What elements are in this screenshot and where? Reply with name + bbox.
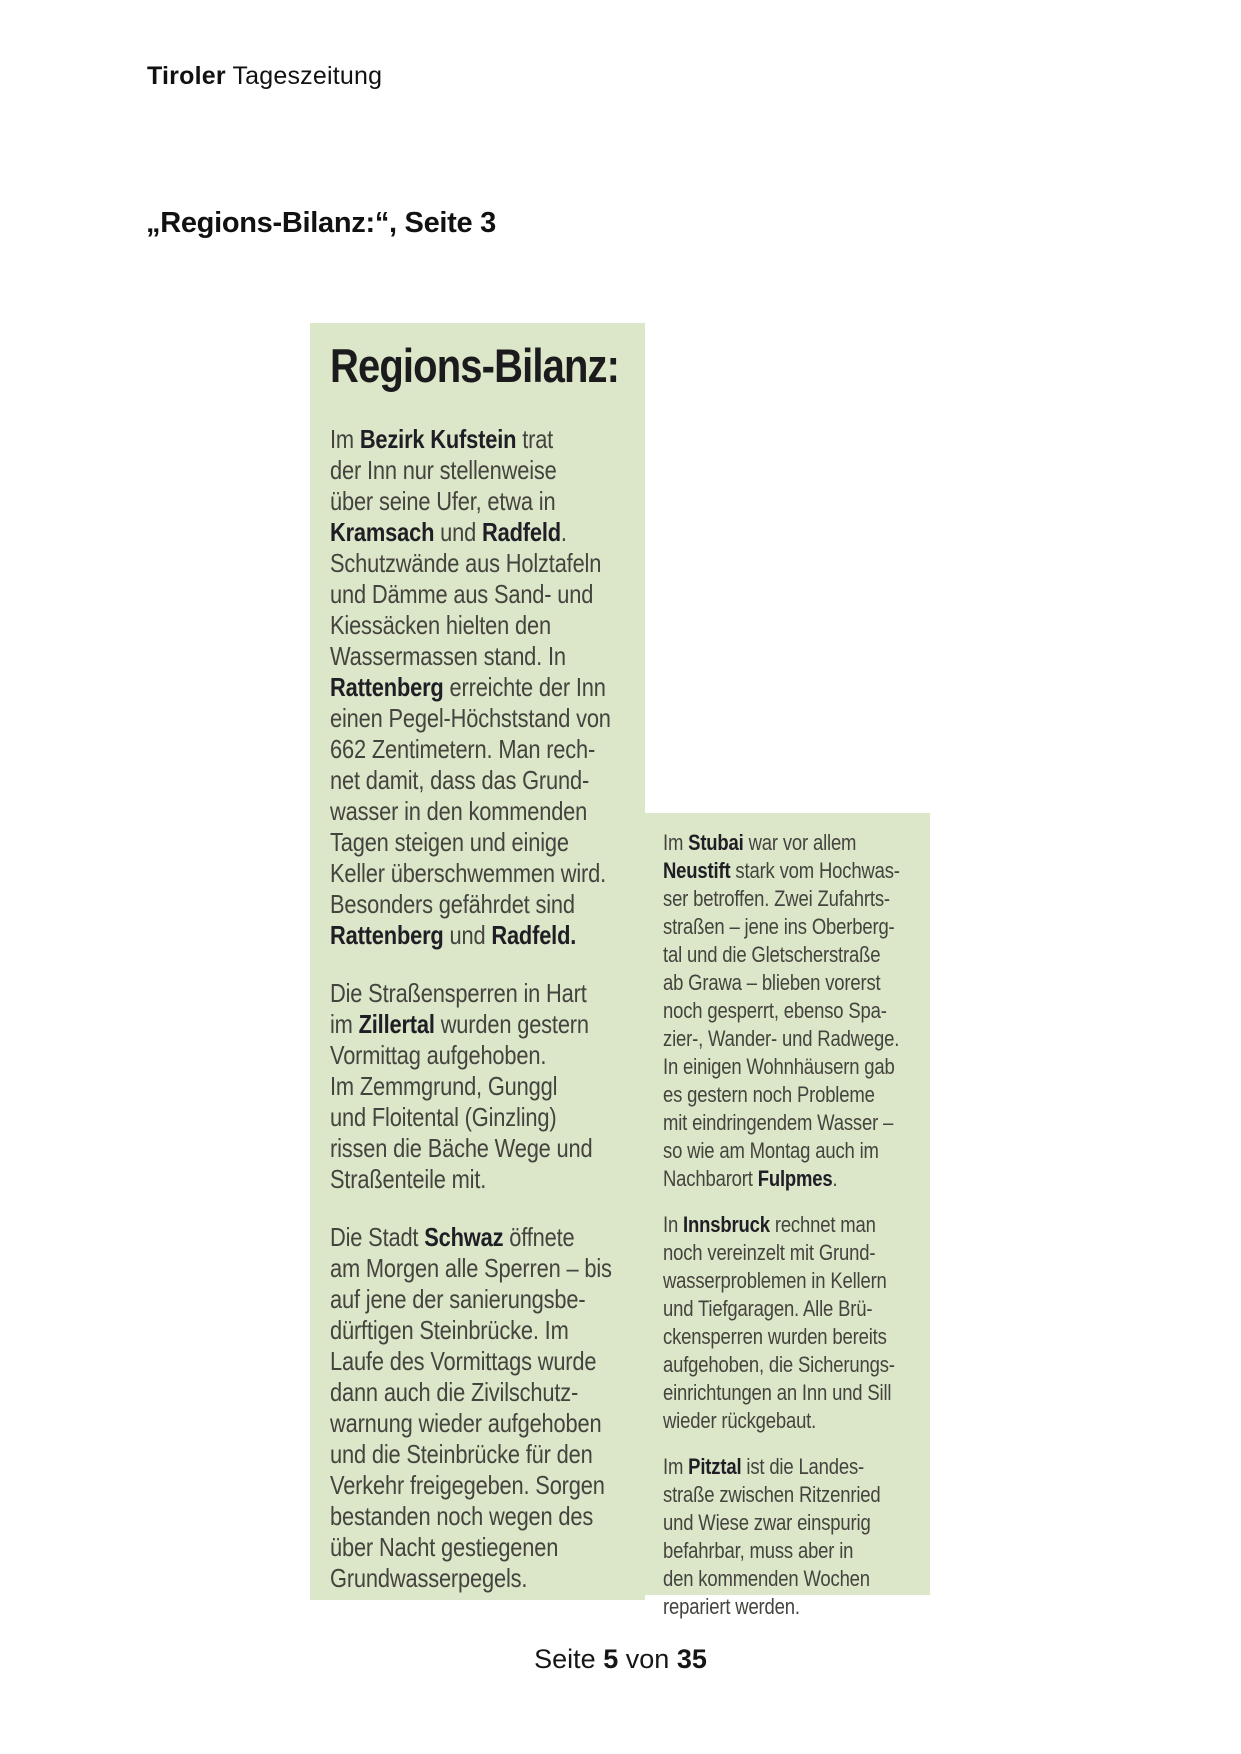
text-line: es gestern noch Probleme: [663, 1082, 875, 1107]
paragraph: [663, 829, 928, 1193]
text-line: bestanden noch wegen des: [330, 1501, 594, 1531]
text-line: Die Straßensperren in Hart: [330, 978, 587, 1008]
text-line: aufgehoben, die Sicherungs-: [663, 1352, 895, 1377]
text-line: auf jene der sanierungsbe-: [330, 1284, 586, 1314]
paragraph: [330, 978, 640, 1195]
paragraph: [330, 1222, 640, 1594]
text-line: rissen die Bäche Wege und: [330, 1133, 593, 1163]
text-line: Tagen steigen und einige: [330, 827, 569, 857]
text-line: ab Grawa – blieben vorerst: [663, 970, 881, 995]
footer-of-label: von: [625, 1644, 670, 1674]
text-line: Laufe des Vormittags wurde: [330, 1346, 597, 1376]
text-line: über seine Ufer, etwa in: [330, 486, 556, 516]
text-line: und Wiese zwar einspurig: [663, 1510, 871, 1535]
article-title: Regions-Bilanz:: [330, 339, 620, 392]
paragraph: [663, 1211, 928, 1435]
text-line: befahrbar, muss aber in: [663, 1538, 854, 1563]
text-line: Straßenteile mit.: [330, 1164, 487, 1194]
text-line: so wie am Montag auch im: [663, 1138, 879, 1163]
text-line: Kiessäcken hielten den: [330, 610, 551, 640]
text-line: einen Pegel-Höchststand von: [330, 703, 611, 733]
text-line: Neustift stark vom Hochwas-: [663, 858, 900, 883]
article-column-right: [663, 829, 928, 1639]
text-line: Vormittag aufgehoben.: [330, 1040, 547, 1070]
text-line: straße zwischen Ritzenried: [663, 1482, 881, 1507]
text-line: am Morgen alle Sperren – bis: [330, 1253, 612, 1283]
text-line: Rattenberg erreichte der Inn: [330, 672, 606, 702]
text-line: net damit, dass das Grund-: [330, 765, 590, 795]
paragraph: [663, 1453, 928, 1621]
text-line: warnung wieder aufgehoben: [330, 1408, 602, 1438]
text-line: über Nacht gestiegenen: [330, 1532, 559, 1562]
text-line: Wassermassen stand. In: [330, 641, 566, 671]
text-line: Schutzwände aus Holztafeln: [330, 548, 602, 578]
paragraph: [330, 424, 640, 951]
text-line: noch gesperrt, ebenso Spa-: [663, 998, 887, 1023]
footer-label: Seite: [534, 1644, 596, 1674]
text-line: Verkehr freigegeben. Sorgen: [330, 1470, 605, 1500]
text-line: Kramsach und Radfeld.: [330, 517, 567, 547]
brand-regular-part: Tageszeitung: [225, 62, 383, 90]
text-line: wasser in den kommenden: [330, 796, 588, 826]
text-line: wieder rückgebaut.: [663, 1408, 817, 1433]
text-line: tal und die Gletscherstraße: [663, 942, 881, 967]
text-line: Rattenberg und Radfeld.: [330, 920, 577, 950]
text-line: im Zillertal wurden gestern: [330, 1009, 589, 1039]
text-line: und die Steinbrücke für den: [330, 1439, 593, 1469]
article-column-left: [330, 424, 640, 1621]
text-line: ckensperren wurden bereits: [663, 1324, 887, 1349]
text-line: In einigen Wohnhäusern gab: [663, 1054, 895, 1079]
newspaper-brand: [147, 62, 382, 91]
text-line: straßen – jene ins Oberberg-: [663, 914, 895, 939]
text-line: ser betroffen. Zwei Zufahrts-: [663, 886, 890, 911]
text-line: Keller überschwemmen wird.: [330, 858, 607, 888]
text-line: 662 Zentimetern. Man rech-: [330, 734, 596, 764]
text-line: Im Zemmgrund, Gunggl: [330, 1071, 558, 1101]
brand-bold-part: Tiroler: [147, 62, 226, 90]
text-line: den kommenden Wochen: [663, 1566, 870, 1591]
text-line: Im Pitztal ist die Landes-: [663, 1454, 865, 1479]
text-line: Die Stadt Schwaz öffnete: [330, 1222, 575, 1252]
text-line: und Tiefgaragen. Alle Brü-: [663, 1296, 873, 1321]
footer-total-pages: 35: [676, 1644, 707, 1674]
text-line: zier-, Wander- und Radwege.: [663, 1026, 900, 1051]
text-line: mit eindringendem Wasser –: [663, 1110, 894, 1135]
text-line: Grundwasserpegels.: [330, 1563, 528, 1593]
text-line: dürftigen Steinbrücke. Im: [330, 1315, 569, 1345]
text-line: dann auch die Zivilschutz-: [330, 1377, 579, 1407]
text-line: der Inn nur stellenweise: [330, 455, 557, 485]
text-line: In Innsbruck rechnet man: [663, 1212, 876, 1237]
text-line: Im Bezirk Kufstein trat: [330, 424, 554, 454]
text-line: wasserproblemen in Kellern: [663, 1268, 887, 1293]
text-line: Nachbarort Fulpmes.: [663, 1166, 838, 1191]
text-line: einrichtungen an Inn und Sill: [663, 1380, 892, 1405]
text-line: und Floitental (Ginzling): [330, 1102, 557, 1132]
footer-current-page: 5: [603, 1644, 619, 1674]
text-line: Im Stubai war vor allem: [663, 830, 857, 855]
document-heading: „Regions-Bilanz:“, Seite 3: [146, 207, 496, 239]
text-line: und Dämme aus Sand- und: [330, 579, 594, 609]
text-line: Besonders gefährdet sind: [330, 889, 575, 919]
text-line: repariert werden.: [663, 1594, 800, 1619]
text-line: noch vereinzelt mit Grund-: [663, 1240, 876, 1265]
page-number-footer: [0, 1644, 1241, 1675]
